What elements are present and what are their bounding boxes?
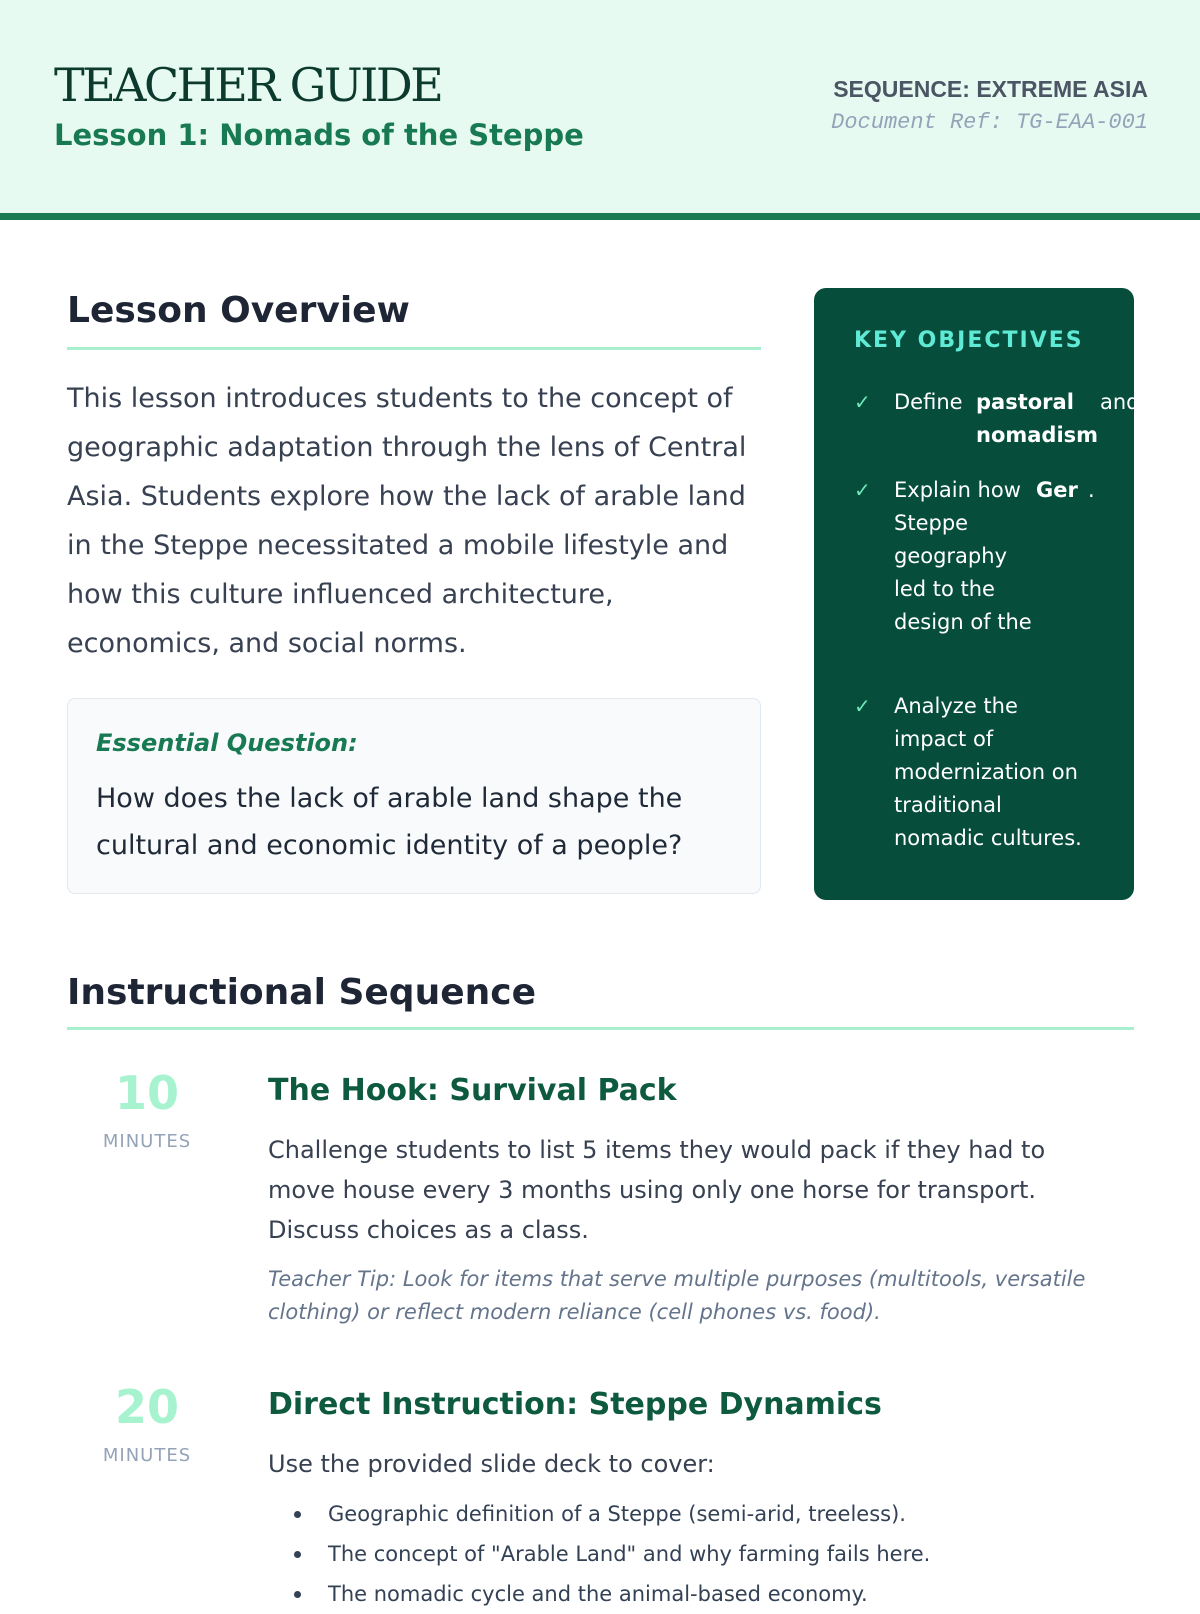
essential-question-text: How does the lack of arable land shape the cultural and economic identity of a people?: [96, 783, 683, 861]
list-item: The nomadic cycle and the animal-based economy.: [268, 1574, 1118, 1614]
objective-2-text: Explain how Steppe geography led to the design of the: [894, 478, 1032, 634]
step-2-minutes: 20: [114, 1380, 179, 1434]
step-1-minutes: 10: [114, 1066, 179, 1120]
overview-heading: Lesson Overview: [67, 290, 410, 331]
objective-1-term: pastoral nomadism: [976, 390, 1099, 447]
objective-1-suffix: and: [1100, 390, 1140, 414]
check-icon: ✓: [854, 390, 871, 414]
step-2-unit: MINUTES: [102, 1445, 192, 1466]
doc-title: TEACHER GUIDE: [54, 58, 442, 112]
objective-3-text: Analyze the impact of modernization on traditional nomadic cultures.: [894, 694, 1082, 850]
step-1-description: Challenge students to list 5 items they would pack if they had to move house every 3 months using only one horse for transport. Discuss choices as a class.: [268, 1136, 1046, 1244]
essential-question-box: [67, 698, 761, 894]
overview-body: This lesson introduces students to the concept of geographic adaptation through the lens of Central Asia. Students explore how the lack of arable land in the Steppe necessitated a mobile lifestyle and how this culture influenced architecture, economics, and social norms.: [67, 383, 747, 659]
check-icon: ✓: [854, 694, 871, 718]
list-item: The concept of "Arable Land" and why farming fails here.: [268, 1534, 1118, 1574]
sequence-heading: Instructional Sequence: [67, 972, 537, 1013]
essential-question-label: Essential Question:: [96, 729, 358, 757]
step-1-teacher-tip: Teacher Tip: Look for items that serve multiple purposes (multitools, versatile clothing) or reflect modern reliance (cell phones vs. food).: [268, 1267, 1086, 1324]
key-objectives-panel: [814, 288, 1140, 900]
overview-rule: [67, 347, 761, 350]
check-icon: ✓: [854, 478, 871, 502]
list-item: Geographic definition of a Steppe (semi-arid, treeless).: [268, 1494, 1118, 1534]
lesson-title: Lesson 1: Nomads of the Steppe: [54, 118, 584, 152]
objective-2-suffix: .: [1088, 478, 1095, 502]
objective-2-term: Ger: [1036, 478, 1078, 502]
document-ref: Document Ref: TG-EAA-001: [831, 110, 1148, 135]
document-header: [0, 0, 1200, 220]
step-2-bullet-list: [268, 1494, 1118, 1614]
objective-1-prefix: Define: [894, 390, 963, 414]
step-1-unit: MINUTES: [102, 1131, 192, 1152]
step-1-title: The Hook: Survival Pack: [268, 1073, 677, 1108]
sequence-rule: [67, 1027, 1134, 1030]
step-2-description: Use the provided slide deck to cover:: [268, 1450, 715, 1478]
sequence-label: SEQUENCE: EXTREME ASIA: [833, 76, 1148, 102]
key-objectives-heading: KEY OBJECTIVES: [854, 328, 1084, 353]
step-2-title: Direct Instruction: Steppe Dynamics: [268, 1387, 882, 1422]
